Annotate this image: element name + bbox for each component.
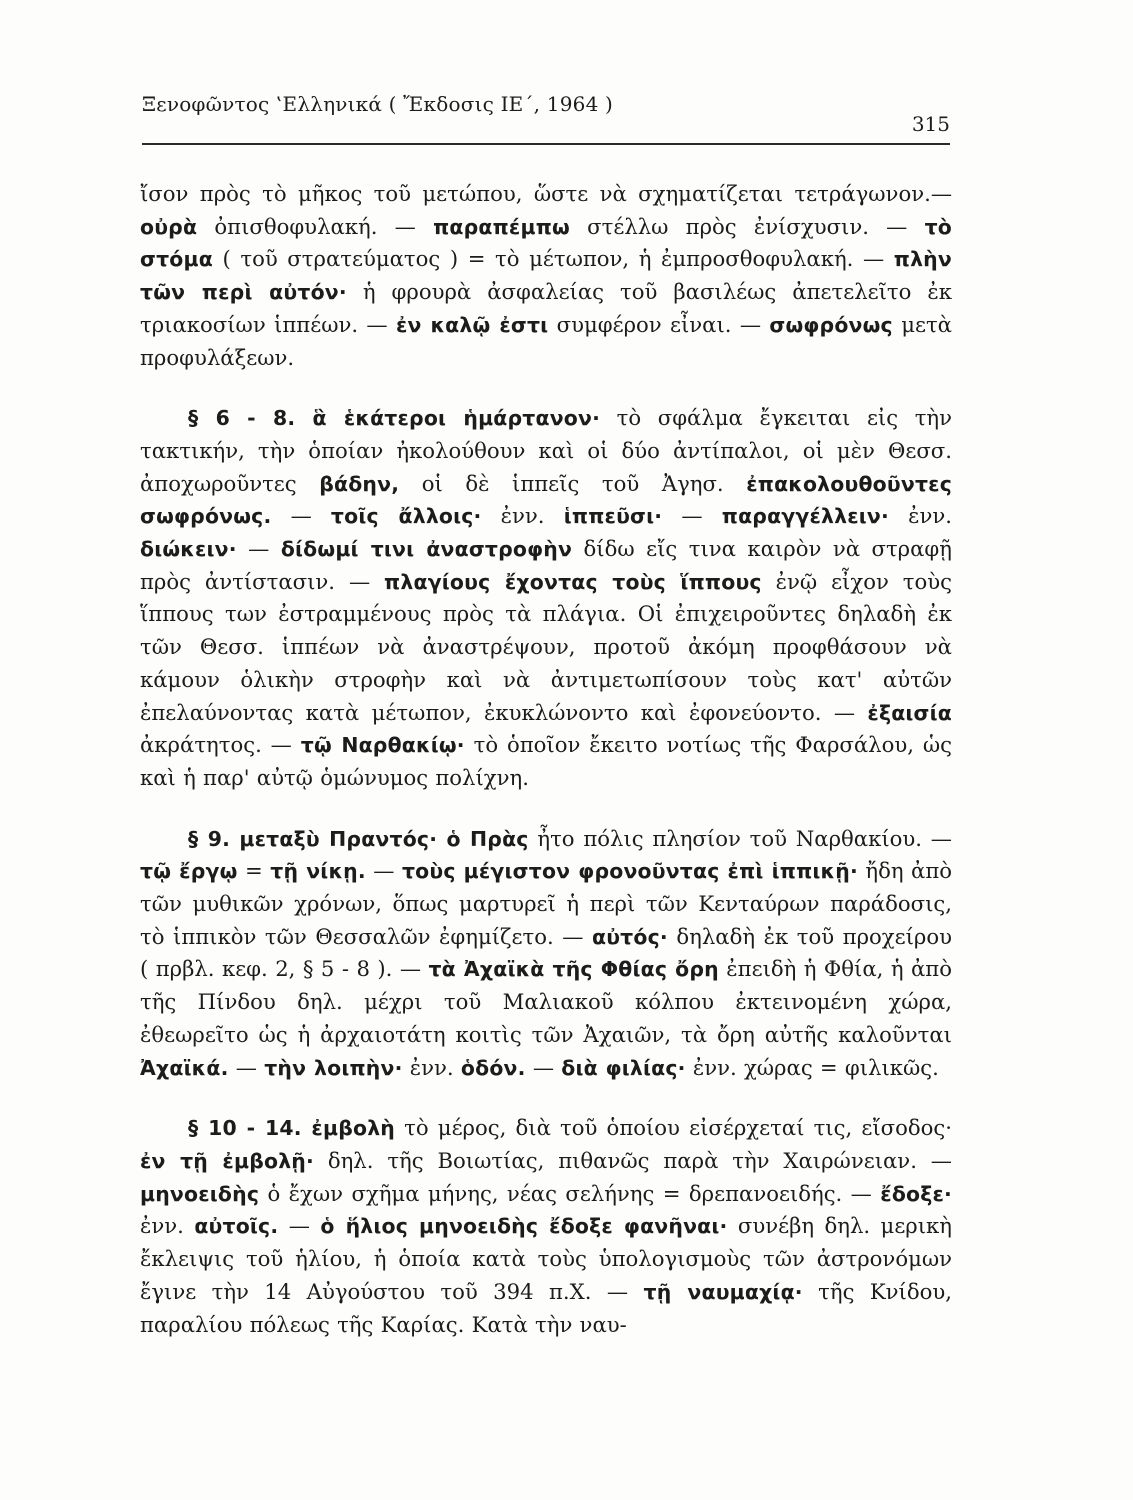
gloss-text: ἦτο πόλις πλησίον τοῦ Ναρθακίου. — [528,825,952,851]
lemma-term: τῇ νίκῃ. [270,859,366,884]
lemma-term: § 10 - 14. ἐμβολὴ [188,1116,396,1141]
gloss-text: ἐπειδὴ ἡ Φθία, ἡ ἀπὸ τῆς Πίνδου δηλ. μέχρι τοῦ Μαλιακοῦ κόλπου ἐκτεινομένη χώρα, ἐθεωρεῖτο ὡς ἡ ἀρχαιοτάτη κοιτὶς τῶν Ἀχαιῶν, τὰ ὄρη αὐτῆς καλοῦνται [140,956,952,1047]
gloss-text: ἐνν. [888,503,952,529]
gloss-text: ἤδη ἀπὸ τῶν μυθικῶν χρόνων, ὅπως μαρτυρεῖ ἡ περὶ τῶν Κενταύρων παράδοσις, τὸ ἱππικὸν τῶν Θεσσαλῶν ἐφημίζετο. — [140,858,953,949]
gloss-text: στέλλω πρὸς ἐνίσχυσιν. — [569,213,925,239]
gloss-text: ἐνν. [140,1213,195,1239]
gloss-text: δηλ. τῆς Βοιωτίας, πιθανῶς παρὰ τὴν Χαιρώνειαν. — [313,1147,952,1173]
gloss-text: τὸ σφάλμα ἔγκειται εἰς τὴν τακτικήν, τὴν ὁποίαν ἠκολούθουν καὶ οἱ δύο ἀντίπαλοι, οἱ μὲν Θεσσ. ἀποχωροῦντες [140,405,952,496]
lemma-term: αὐτός· [592,924,668,949]
lemma-term: τῷ Ναρθακίῳ· [300,733,465,758]
gloss-text: — [525,1054,562,1080]
lemma-term: δίδωμί τινι ἀναστροφὴν [280,537,573,562]
lemma-term: βάδην, [319,471,400,496]
lemma-term: διὰ φιλίας· [561,1055,686,1080]
gloss-text: ( τοῦ στρατεύματος ) = τὸ μέτωπον, ἡ ἐμπροσθοφυλακή. — [212,246,894,272]
gloss-text: — [236,536,281,562]
section-paragraph [140,402,952,794]
lemma-term: παραπέμπω [433,214,570,239]
lemma-term: αὐτοῖς. [194,1214,279,1239]
gloss-text: τὸ ὁποῖον ἔκειτο νοτίως τῆς Φαρσάλου, ὡς καὶ ἡ παρ' αὐτῷ ὁμώνυμος πολίχνη. [140,732,953,790]
lemma-term: τὰ Ἀχαϊκὰ τῆς Φθίας ὄρη [428,957,719,982]
gloss-text: ἐνν. [481,503,564,529]
lemma-term: ἐπακολουθοῦντες σωφρόνως. [140,471,952,529]
page-number: 315 [911,112,950,136]
lemma-term: ὁ ἥλιος μηνοειδὴς ἔδοξε φανῆναι· [320,1214,728,1239]
lemma-term: ἐξαισία [867,700,952,725]
gloss-text: ἴσον πρὸς τὸ μῆκος τοῦ μετώπου, ὥστε νὰ σχηματίζεται τετράγωνον.— [140,181,952,206]
gloss-text: ὁ ἔχων σχῆμα μήνης, νέας σελήνης = δρεπανοειδής. — [259,1180,881,1206]
gloss-text: — [228,1054,265,1080]
gloss-text: — [278,1213,321,1239]
gloss-text: μετὰ προφυλάξεων. [140,311,952,370]
section-paragraph [140,1112,952,1341]
commentary-body [140,178,952,1341]
lemma-term: παραγγέλλειν· [721,504,889,529]
gloss-text: συνέβη δηλ. μερικὴ ἔκλειψις τοῦ ἡλίου, ἡ ὁποία κατὰ τοὺς ὑπολογισμοὺς τῶν ἀστρονόμων ἔγινε τὴν 14 Αὐγούστου τοῦ 394 π.Χ. — [140,1213,952,1304]
gloss-text: δίδω εἴς τινα καιρὸν νὰ στραφῇ πρὸς ἀντίστασιν. — [140,536,952,594]
gloss-text: = [237,858,271,884]
lemma-term: τῇ ναυμαχίᾳ· [643,1279,803,1304]
gloss-text: — [662,503,722,529]
gloss-text: δηλαδὴ ἐκ τοῦ προχείρου ( πρβλ. κεφ. 2, § 5 - 8 ). — [140,923,952,982]
gloss-text: ἐνῷ εἶχον τοὺς ἵππους των ἐστραμμένους πρὸς τὰ πλάγια. Οἱ ἐπιχειροῦντες δηλαδὴ ἐκ τῶν Θεσσ. ἱππέων νὰ ἀναστρέψουν, προτοῦ ἀκόμη προφθάσουν νὰ κάμουν ὁλικὴν στροφὴν καὶ νὰ ἀντιμετωπίσουν τοὺς κατ' αὐτῶν ἐπελαύνοντας κατὰ μέτωπον, ἐκυκλώνοντο καὶ ἐφονεύοντο. — [140,568,952,725]
lemma-term: πλὴν τῶν περὶ αὐτόν· [140,247,952,305]
running-head-title: Ξενοφῶντος ‛Ελληνικά ( Ἔκδοσις ΙΕ΄, 1964 ) [142,92,614,116]
lemma-term: ἐν τῇ ἐμβολῇ· [140,1148,314,1173]
lemma-term: μηνοειδὴς [140,1181,260,1206]
lemma-term: ἱππεῦσι· [563,504,663,529]
lemma-term: πλαγίους ἔχοντας τοὺς ἵππους [384,569,762,594]
paragraph [140,178,952,374]
running-head [142,92,952,136]
section-paragraph [140,823,952,1085]
lemma-term: § 9. μεταξὺ Πραντός· ὁ Πρὰς [188,826,529,851]
gloss-text: ἐνν. χώρας = φιλικῶς. [685,1054,939,1080]
gloss-text: ὀπισθοφυλακή. — [197,213,434,239]
gloss-text: — [271,503,331,529]
lemma-term: ἔδοξε· [880,1181,952,1206]
lemma-term: τοῖς ἄλλοις· [330,504,482,529]
gloss-text: ἡ φρουρὰ ἀσφαλείας τοῦ βασιλέως ἀπετελεῖτο ἐκ τριακοσίων ἱππέων. — [140,279,952,337]
lemma-term: τῷ ἔργῳ [140,859,238,884]
lemma-term: τοὺς μέγιστον φρονοῦντας ἐπὶ ἱππικῇ· [401,859,858,884]
lemma-term: § 6 - 8. ἃ ἑκάτεροι ἡμάρτανον· [188,406,601,431]
gloss-text: τῆς Κνίδου, παραλίου πόλεως τῆς Καρίας. Κατὰ τὴν ναυ- [140,1278,952,1337]
gloss-text: οἱ δὲ ἱππεῖς τοῦ Ἀγησ. [399,470,747,496]
lemma-term: τὴν λοιπὴν· [264,1055,403,1080]
lemma-term: οὐρὰ [140,214,198,239]
gloss-text: — [365,858,402,884]
gloss-text: συμφέρον εἶναι. — [548,311,770,337]
lemma-term: διώκειν· [140,537,237,562]
lemma-term: σωφρόνως [769,312,893,337]
gloss-text: τὸ μέρος, διὰ τοῦ ὁποίου εἰσέρχεταί τις, εἴσοδος· [395,1115,952,1141]
header-rule [142,143,950,145]
gloss-text: ἐνν. [402,1054,461,1080]
lemma-term: τὸ στόμα [140,214,952,272]
lemma-term: ἐν καλῷ ἐστι [395,312,549,337]
gloss-text: ἀκράτητος. — [140,732,301,758]
lemma-term: ὁδόν. [460,1055,526,1080]
lemma-term: Ἀχαϊκά. [140,1055,229,1080]
